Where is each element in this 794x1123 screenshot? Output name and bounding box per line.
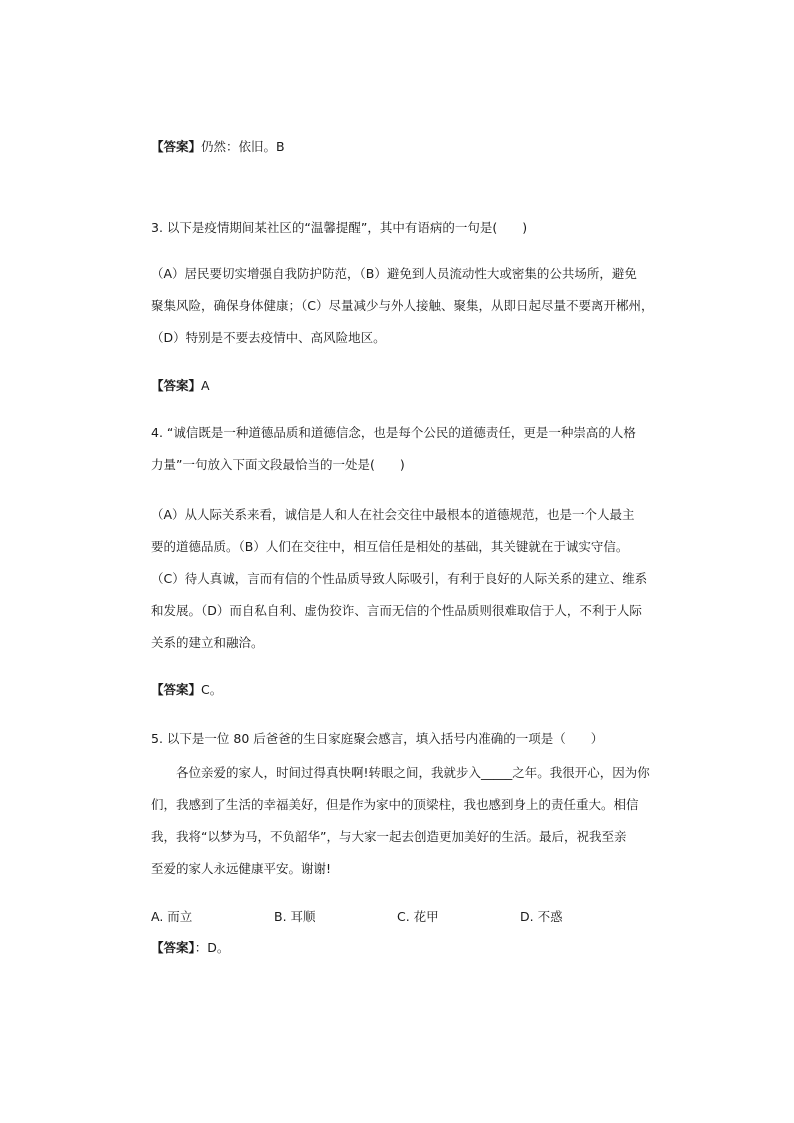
answer-tag: 【答案】	[151, 940, 195, 955]
q4-answer: 【答案】C。	[151, 682, 223, 697]
q4-body-line: （A）从人际关系来看，诚信是人和人在社会交往中最根本的道德规范，也是一个人最主	[151, 507, 635, 522]
q5-body-line: 我，我将“以梦为马，不负韶华”，与大家一起去创造更加美好的生活。最后，祝我至亲	[151, 829, 627, 844]
q5-option-a: A. 而立	[151, 909, 193, 924]
q3-body-line: 聚集风险，确保身体健康；（C）尽量减少与外人接触、聚集，从即日起尽量不要离开郴州，	[151, 298, 654, 313]
q3-body-line: （D）特别是不要去疫情中、高风险地区。	[151, 330, 386, 345]
q4-stem-line: 力量”一句放入下面文段最恰当的一处是( )	[151, 457, 405, 472]
q5-option-d: D. 不惑	[520, 909, 563, 924]
q4-body-line: 关系的建立和融洽。	[151, 635, 264, 650]
q4-body-line: （C）待人真诚，言而有信的个性品质导致人际吸引，有利于良好的人际关系的建立、维系	[151, 571, 648, 586]
q5-body-line: 们，我感到了生活的幸福美好，但是作为家中的顶梁柱，我也感到身上的责任重大。相信	[151, 797, 639, 812]
q5-stem: 5. 以下是一位 80 后爸爸的生日家庭聚会感言，填入括号内准确的一项是（ ）	[151, 731, 604, 746]
answer-tag: 【答案】	[151, 378, 202, 393]
q3-stem: 3. 以下是疫情期间某社区的“温馨提醒”，其中有语病的一句是( )	[151, 220, 528, 235]
q5-body-line: 至爱的家人永远健康平安。谢谢!	[151, 861, 332, 876]
q4-body-line: 要的道德品质。（B）人们在交往中，相互信任是相处的基础，其关键就在于诚实守信。	[151, 539, 629, 554]
q4-stem-line: 4. “诚信既是一种道德品质和道德信念，也是每个公民的道德责任，更是一种崇高的人格	[151, 425, 636, 440]
q3-body-line: （A）居民要切实增强自我防护防范，（B）避免到人员流动性大或密集的公共场所，避免	[151, 266, 637, 281]
q5-option-b: B. 耳顺	[274, 909, 316, 924]
q5-answer: 【答案】：D。	[151, 940, 230, 955]
q3-answer: 【答案】A	[151, 378, 210, 393]
answer-tag: 【答案】	[151, 139, 202, 154]
q5-body-line: 各位亲爱的家人，时间过得真快啊!转眼之间，我就步入_____之年。我很开心，因为你	[151, 765, 650, 780]
q2-answer: 【答案】仍然：依旧。B	[151, 139, 285, 154]
answer-tag: 【答案】	[151, 682, 202, 697]
q5-option-c: C. 花甲	[397, 909, 439, 924]
q4-body-line: 和发展。（D）而自私自利、虚伪狡诈、言而无信的个性品质则很难取信于人，不利于人际	[151, 603, 642, 618]
